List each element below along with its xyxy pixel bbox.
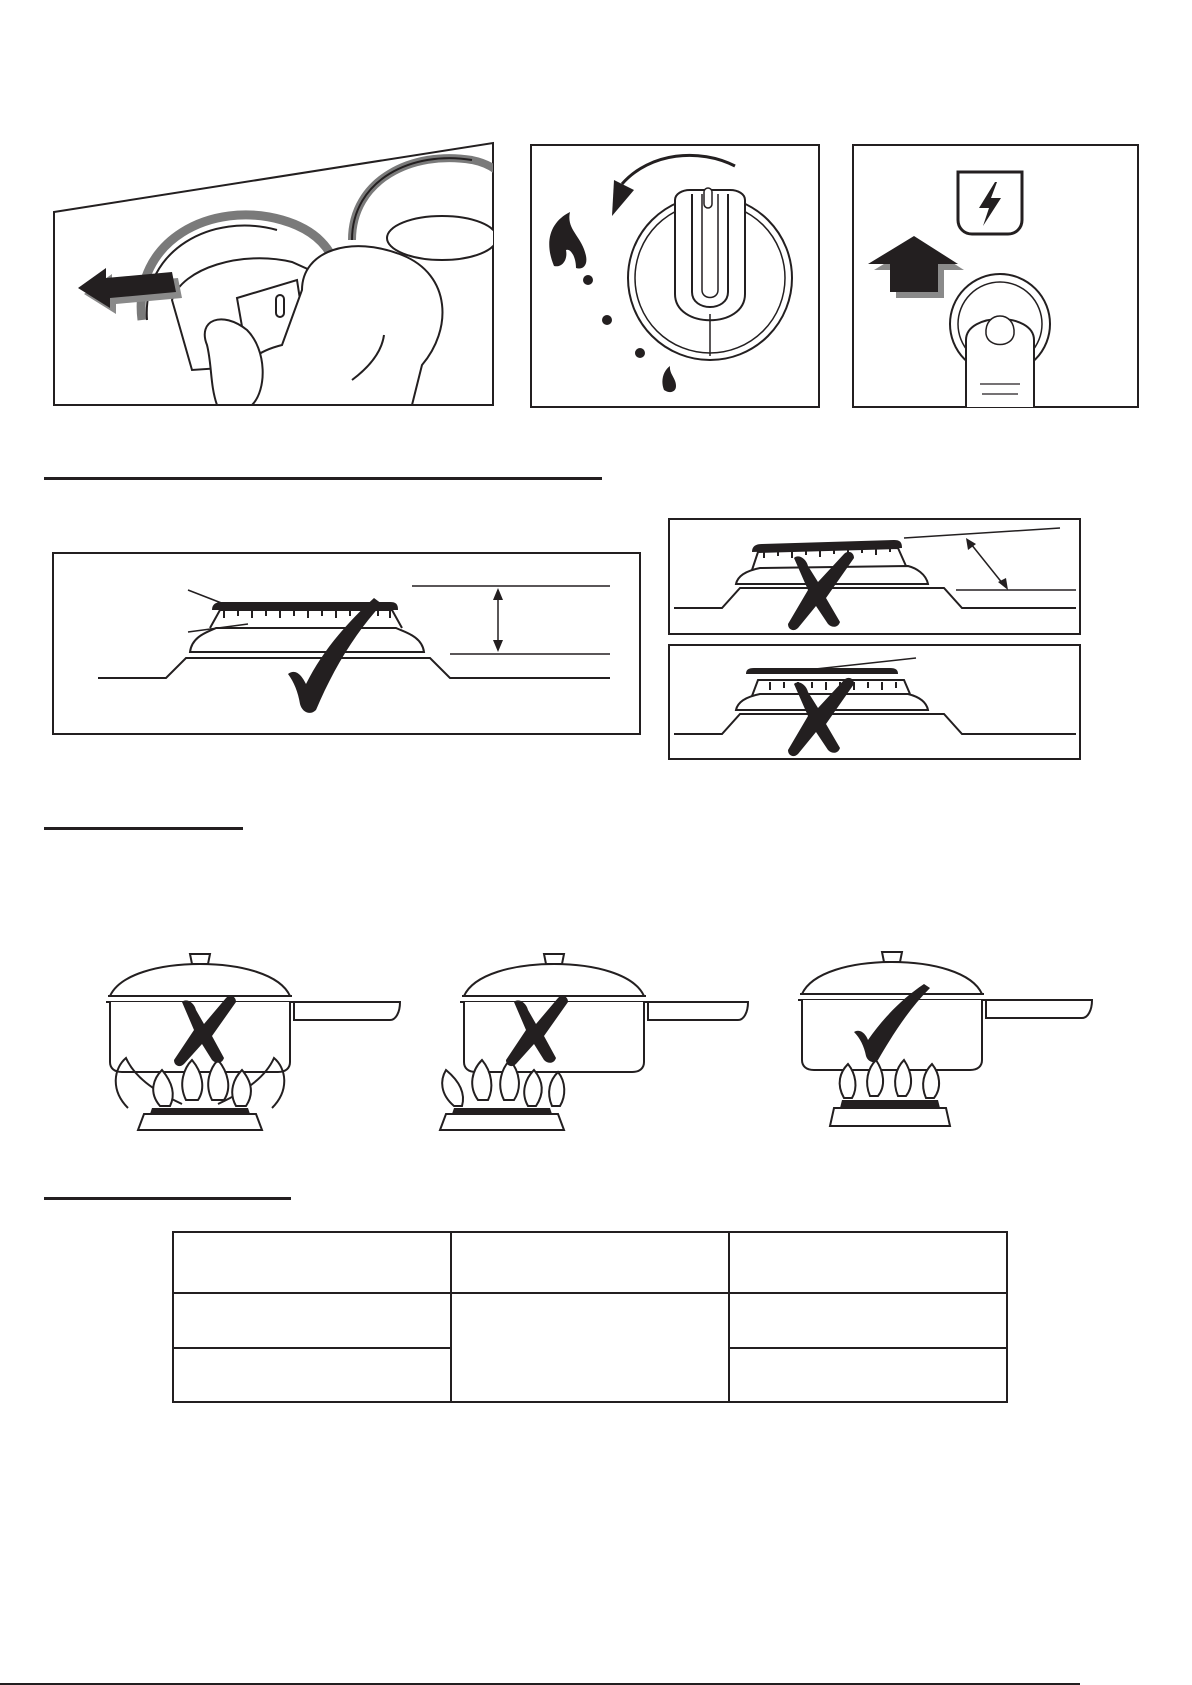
table-cell-merged (451, 1293, 729, 1402)
burner-cap-tilted-incorrect-illustration (668, 518, 1082, 635)
section-heading-pans-rule (44, 827, 243, 830)
pan-flame-too-large-incorrect-illustration (100, 950, 410, 1132)
table-cell (729, 1348, 1007, 1402)
table-cell (173, 1232, 451, 1293)
table-row (173, 1293, 1007, 1348)
table-cell (173, 1293, 451, 1348)
push-knob-illustration (52, 140, 498, 408)
pan-flame-off-center-incorrect-illustration (432, 950, 752, 1132)
table-cell (451, 1232, 729, 1293)
spec-table (172, 1231, 1008, 1403)
table-cell (729, 1232, 1007, 1293)
table-cell (729, 1293, 1007, 1348)
section-heading-burner-rule (44, 477, 602, 480)
burner-cap-correct-illustration (52, 552, 642, 735)
table-cell (173, 1348, 451, 1402)
table-row (173, 1232, 1007, 1293)
burner-cap-misplaced-incorrect-illustration (668, 644, 1082, 760)
rotate-knob-illustration (530, 144, 820, 408)
section-heading-specs-rule (44, 1197, 291, 1200)
pan-flame-correct-illustration (796, 948, 1096, 1132)
ignition-press-illustration (852, 144, 1139, 408)
